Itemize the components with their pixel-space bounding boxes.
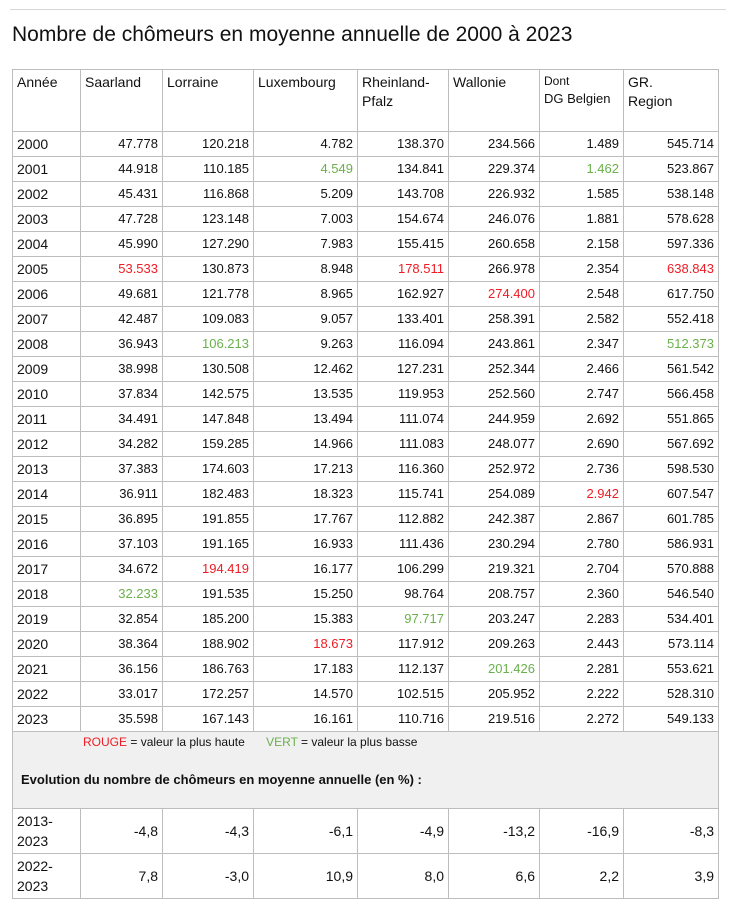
cell-wallonie: 219.516 bbox=[449, 707, 540, 732]
table-row bbox=[13, 507, 719, 532]
cell-saarland: 35.598 bbox=[81, 707, 163, 732]
cell-year: 2011 bbox=[13, 407, 81, 432]
cell-lorraine: 130.873 bbox=[163, 257, 254, 282]
cell-year: 2017 bbox=[13, 557, 81, 582]
cell-wallonie: 252.344 bbox=[449, 357, 540, 382]
cell-dg: 2.704 bbox=[540, 557, 624, 582]
cell-dg: 2.222 bbox=[540, 682, 624, 707]
cell-rheinland: 133.401 bbox=[358, 307, 449, 332]
cell-dg: 2.582 bbox=[540, 307, 624, 332]
cell-lorraine: 120.218 bbox=[163, 132, 254, 157]
cell-lorraine: 174.603 bbox=[163, 457, 254, 482]
cell-rheinland: 119.953 bbox=[358, 382, 449, 407]
cell-year: 2008 bbox=[13, 332, 81, 357]
cell-wallonie: 234.566 bbox=[449, 132, 540, 157]
cell-rheinland: 117.912 bbox=[358, 632, 449, 657]
cell-gr: 586.931 bbox=[624, 532, 719, 557]
evo-cell-luxembourg: 10,9 bbox=[254, 854, 358, 899]
page-title: Nombre de chômeurs en moyenne annuelle de 2000 à 2023 bbox=[12, 23, 573, 46]
cell-luxembourg: 4.782 bbox=[254, 132, 358, 157]
cell-year: 2020 bbox=[13, 632, 81, 657]
header-wallonie: Wallonie bbox=[449, 70, 540, 132]
table-row bbox=[13, 182, 719, 207]
cell-dg: 2.272 bbox=[540, 707, 624, 732]
cell-year: 2010 bbox=[13, 382, 81, 407]
cell-dg: 2.360 bbox=[540, 582, 624, 607]
cell-gr: 607.547 bbox=[624, 482, 719, 507]
cell-rheinland: 155.415 bbox=[358, 232, 449, 257]
cell-rheinland: 162.927 bbox=[358, 282, 449, 307]
table-row bbox=[13, 132, 719, 157]
cell-wallonie: 229.374 bbox=[449, 157, 540, 182]
cell-gr: 566.458 bbox=[624, 382, 719, 407]
cell-dg: 1.489 bbox=[540, 132, 624, 157]
cell-luxembourg: 8.965 bbox=[254, 282, 358, 307]
cell-rheinland: 111.083 bbox=[358, 432, 449, 457]
table-row bbox=[13, 457, 719, 482]
cell-year: 2016 bbox=[13, 532, 81, 557]
table-row bbox=[13, 282, 719, 307]
cell-wallonie: 258.391 bbox=[449, 307, 540, 332]
cell-dg: 2.747 bbox=[540, 382, 624, 407]
cell-luxembourg: 17.767 bbox=[254, 507, 358, 532]
cell-dg: 2.942 bbox=[540, 482, 624, 507]
cell-lorraine: 130.508 bbox=[163, 357, 254, 382]
cell-rheinland: 111.074 bbox=[358, 407, 449, 432]
cell-wallonie: 243.861 bbox=[449, 332, 540, 357]
evo-cell-dg: -16,9 bbox=[540, 809, 624, 854]
cell-lorraine: 167.143 bbox=[163, 707, 254, 732]
evo-cell-saarland: -4,8 bbox=[81, 809, 163, 854]
header-gr-line1: GR. bbox=[628, 74, 653, 90]
cell-rheinland: 102.515 bbox=[358, 682, 449, 707]
cell-wallonie: 219.321 bbox=[449, 557, 540, 582]
cell-saarland: 44.918 bbox=[81, 157, 163, 182]
table-row bbox=[13, 482, 719, 507]
cell-wallonie: 260.658 bbox=[449, 232, 540, 257]
cell-gr: 601.785 bbox=[624, 507, 719, 532]
cell-gr: 553.621 bbox=[624, 657, 719, 682]
header-saarland: Saarland bbox=[81, 70, 163, 132]
cell-saarland: 36.911 bbox=[81, 482, 163, 507]
cell-rheinland: 116.094 bbox=[358, 332, 449, 357]
cell-rheinland: 98.764 bbox=[358, 582, 449, 607]
cell-year: 2001 bbox=[13, 157, 81, 182]
cell-saarland: 47.778 bbox=[81, 132, 163, 157]
cell-saarland: 47.728 bbox=[81, 207, 163, 232]
table-row bbox=[13, 257, 719, 282]
cell-lorraine: 185.200 bbox=[163, 607, 254, 632]
cell-luxembourg: 13.494 bbox=[254, 407, 358, 432]
cell-wallonie: 203.247 bbox=[449, 607, 540, 632]
evolution-row bbox=[13, 854, 719, 899]
cell-luxembourg: 17.213 bbox=[254, 457, 358, 482]
cell-wallonie: 205.952 bbox=[449, 682, 540, 707]
cell-dg: 2.736 bbox=[540, 457, 624, 482]
cell-luxembourg: 7.003 bbox=[254, 207, 358, 232]
table-row bbox=[13, 707, 719, 732]
cell-gr: 512.373 bbox=[624, 332, 719, 357]
table-row bbox=[13, 157, 719, 182]
cell-luxembourg: 16.933 bbox=[254, 532, 358, 557]
cell-rheinland: 110.716 bbox=[358, 707, 449, 732]
cell-luxembourg: 7.983 bbox=[254, 232, 358, 257]
cell-gr: 552.418 bbox=[624, 307, 719, 332]
evo-cell-rheinland: 8,0 bbox=[358, 854, 449, 899]
cell-year: 2007 bbox=[13, 307, 81, 332]
evolution-title: Evolution du nombre de chômeurs en moyenne annuelle (en %) : bbox=[13, 752, 719, 809]
cell-rheinland: 106.299 bbox=[358, 557, 449, 582]
cell-dg: 2.354 bbox=[540, 257, 624, 282]
cell-rheinland: 116.360 bbox=[358, 457, 449, 482]
evo-cell-luxembourg: -6,1 bbox=[254, 809, 358, 854]
cell-wallonie: 230.294 bbox=[449, 532, 540, 557]
cell-year: 2006 bbox=[13, 282, 81, 307]
cell-lorraine: 116.868 bbox=[163, 182, 254, 207]
legend-row bbox=[13, 732, 719, 753]
cell-wallonie: 208.757 bbox=[449, 582, 540, 607]
table-row bbox=[13, 207, 719, 232]
cell-luxembourg: 18.673 bbox=[254, 632, 358, 657]
cell-luxembourg: 16.161 bbox=[254, 707, 358, 732]
cell-lorraine: 109.083 bbox=[163, 307, 254, 332]
unemployment-table bbox=[12, 69, 719, 899]
cell-rheinland: 134.841 bbox=[358, 157, 449, 182]
cell-dg: 2.548 bbox=[540, 282, 624, 307]
cell-saarland: 34.282 bbox=[81, 432, 163, 457]
cell-year: 2012 bbox=[13, 432, 81, 457]
evo-cell-dg: 2,2 bbox=[540, 854, 624, 899]
table-row bbox=[13, 632, 719, 657]
table-row bbox=[13, 607, 719, 632]
cell-gr: 638.843 bbox=[624, 257, 719, 282]
header-gr-region bbox=[624, 70, 719, 132]
cell-saarland: 42.487 bbox=[81, 307, 163, 332]
cell-saarland: 33.017 bbox=[81, 682, 163, 707]
cell-lorraine: 191.855 bbox=[163, 507, 254, 532]
cell-luxembourg: 14.966 bbox=[254, 432, 358, 457]
evo-cell-lorraine: -4,3 bbox=[163, 809, 254, 854]
cell-luxembourg: 16.177 bbox=[254, 557, 358, 582]
cell-year: 2023 bbox=[13, 707, 81, 732]
cell-saarland: 49.681 bbox=[81, 282, 163, 307]
cell-wallonie: 244.959 bbox=[449, 407, 540, 432]
cell-lorraine: 121.778 bbox=[163, 282, 254, 307]
cell-luxembourg: 4.549 bbox=[254, 157, 358, 182]
cell-saarland: 38.364 bbox=[81, 632, 163, 657]
legend-green-word: VERT bbox=[266, 735, 298, 749]
cell-gr: 573.114 bbox=[624, 632, 719, 657]
cell-dg: 2.443 bbox=[540, 632, 624, 657]
cell-luxembourg: 18.323 bbox=[254, 482, 358, 507]
cell-wallonie: 248.077 bbox=[449, 432, 540, 457]
cell-gr: 523.867 bbox=[624, 157, 719, 182]
cell-saarland: 36.895 bbox=[81, 507, 163, 532]
cell-saarland: 53.533 bbox=[81, 257, 163, 282]
cell-saarland: 45.431 bbox=[81, 182, 163, 207]
header-row bbox=[13, 70, 719, 132]
header-rheinland-line1: Rheinland- bbox=[362, 74, 430, 90]
cell-lorraine: 182.483 bbox=[163, 482, 254, 507]
header-year: Année bbox=[13, 70, 81, 132]
evo-cell-gr: 3,9 bbox=[624, 854, 719, 899]
cell-wallonie: 252.560 bbox=[449, 382, 540, 407]
cell-lorraine: 191.535 bbox=[163, 582, 254, 607]
cell-dg: 2.281 bbox=[540, 657, 624, 682]
table-row bbox=[13, 332, 719, 357]
cell-gr: 546.540 bbox=[624, 582, 719, 607]
cell-luxembourg: 5.209 bbox=[254, 182, 358, 207]
evo-cell-saarland: 7,8 bbox=[81, 854, 163, 899]
legend-section bbox=[13, 732, 719, 809]
cell-year: 2013 bbox=[13, 457, 81, 482]
cell-wallonie: 274.400 bbox=[449, 282, 540, 307]
legend-red-text: = valeur la plus haute bbox=[127, 735, 245, 749]
header-rheinland-line2: Pfalz bbox=[362, 93, 394, 109]
cell-gr: 551.865 bbox=[624, 407, 719, 432]
cell-saarland: 37.834 bbox=[81, 382, 163, 407]
evolution-row bbox=[13, 809, 719, 854]
cell-rheinland: 112.882 bbox=[358, 507, 449, 532]
cell-dg: 2.158 bbox=[540, 232, 624, 257]
cell-saarland: 45.990 bbox=[81, 232, 163, 257]
cell-gr: 578.628 bbox=[624, 207, 719, 232]
evo-cell-wallonie: -13,2 bbox=[449, 809, 540, 854]
cell-wallonie: 209.263 bbox=[449, 632, 540, 657]
header-rheinland-pfalz bbox=[358, 70, 449, 132]
header-dg-small: Dont bbox=[544, 74, 570, 88]
cell-saarland: 34.491 bbox=[81, 407, 163, 432]
cell-rheinland: 154.674 bbox=[358, 207, 449, 232]
header-gr-line2: Region bbox=[628, 93, 673, 109]
cell-gr: 538.148 bbox=[624, 182, 719, 207]
table-row bbox=[13, 357, 719, 382]
cell-lorraine: 194.419 bbox=[163, 557, 254, 582]
cell-wallonie: 252.972 bbox=[449, 457, 540, 482]
cell-lorraine: 106.213 bbox=[163, 332, 254, 357]
cell-saarland: 36.156 bbox=[81, 657, 163, 682]
cell-lorraine: 191.165 bbox=[163, 532, 254, 557]
cell-luxembourg: 15.250 bbox=[254, 582, 358, 607]
cell-wallonie: 201.426 bbox=[449, 657, 540, 682]
cell-year: 2002 bbox=[13, 182, 81, 207]
header-luxembourg: Luxembourg bbox=[254, 70, 358, 132]
cell-saarland: 32.854 bbox=[81, 607, 163, 632]
table-row bbox=[13, 307, 719, 332]
cell-dg: 1.585 bbox=[540, 182, 624, 207]
cell-lorraine: 142.575 bbox=[163, 382, 254, 407]
cell-saarland: 37.383 bbox=[81, 457, 163, 482]
cell-gr: 570.888 bbox=[624, 557, 719, 582]
cell-dg: 2.690 bbox=[540, 432, 624, 457]
legend-green bbox=[266, 735, 417, 749]
cell-saarland: 37.103 bbox=[81, 532, 163, 557]
evo-cell-rheinland: -4,9 bbox=[358, 809, 449, 854]
legend-red-word: ROUGE bbox=[83, 735, 128, 749]
cell-gr: 597.336 bbox=[624, 232, 719, 257]
cell-gr: 549.133 bbox=[624, 707, 719, 732]
cell-wallonie: 254.089 bbox=[449, 482, 540, 507]
cell-rheinland: 138.370 bbox=[358, 132, 449, 157]
cell-gr: 534.401 bbox=[624, 607, 719, 632]
cell-luxembourg: 17.183 bbox=[254, 657, 358, 682]
table-body bbox=[13, 132, 719, 732]
evo-cell-gr: -8,3 bbox=[624, 809, 719, 854]
cell-dg: 2.466 bbox=[540, 357, 624, 382]
cell-year: 2022 bbox=[13, 682, 81, 707]
cell-lorraine: 127.290 bbox=[163, 232, 254, 257]
cell-rheinland: 115.741 bbox=[358, 482, 449, 507]
cell-period: 2022- 2023 bbox=[13, 854, 81, 899]
cell-saarland: 34.672 bbox=[81, 557, 163, 582]
cell-saarland: 32.233 bbox=[81, 582, 163, 607]
evo-cell-wallonie: 6,6 bbox=[449, 854, 540, 899]
table-row bbox=[13, 232, 719, 257]
cell-year: 2005 bbox=[13, 257, 81, 282]
cell-lorraine: 188.902 bbox=[163, 632, 254, 657]
cell-wallonie: 266.978 bbox=[449, 257, 540, 282]
table-row bbox=[13, 557, 719, 582]
table-row bbox=[13, 407, 719, 432]
cell-saarland: 38.998 bbox=[81, 357, 163, 382]
cell-luxembourg: 13.535 bbox=[254, 382, 358, 407]
cell-period: 2013- 2023 bbox=[13, 809, 81, 854]
cell-lorraine: 147.848 bbox=[163, 407, 254, 432]
header-dg-belgien bbox=[540, 70, 624, 132]
cell-lorraine: 186.763 bbox=[163, 657, 254, 682]
cell-luxembourg: 12.462 bbox=[254, 357, 358, 382]
cell-year: 2014 bbox=[13, 482, 81, 507]
table-row bbox=[13, 532, 719, 557]
cell-rheinland: 127.231 bbox=[358, 357, 449, 382]
header-dg-main: DG Belgien bbox=[544, 91, 611, 106]
table-row bbox=[13, 382, 719, 407]
cell-luxembourg: 9.263 bbox=[254, 332, 358, 357]
cell-year: 2021 bbox=[13, 657, 81, 682]
cell-rheinland: 143.708 bbox=[358, 182, 449, 207]
cell-year: 2004 bbox=[13, 232, 81, 257]
cell-gr: 561.542 bbox=[624, 357, 719, 382]
cell-year: 2019 bbox=[13, 607, 81, 632]
cell-lorraine: 123.148 bbox=[163, 207, 254, 232]
top-divider bbox=[10, 9, 726, 10]
cell-gr: 545.714 bbox=[624, 132, 719, 157]
legend-cell bbox=[13, 732, 719, 753]
cell-dg: 2.347 bbox=[540, 332, 624, 357]
cell-rheinland: 112.137 bbox=[358, 657, 449, 682]
cell-gr: 567.692 bbox=[624, 432, 719, 457]
cell-wallonie: 226.932 bbox=[449, 182, 540, 207]
cell-wallonie: 242.387 bbox=[449, 507, 540, 532]
cell-year: 2015 bbox=[13, 507, 81, 532]
legend-green-text: = valeur la plus basse bbox=[297, 735, 418, 749]
cell-luxembourg: 15.383 bbox=[254, 607, 358, 632]
cell-dg: 2.780 bbox=[540, 532, 624, 557]
table-row bbox=[13, 657, 719, 682]
cell-saarland: 36.943 bbox=[81, 332, 163, 357]
evolution-title-row bbox=[13, 752, 719, 809]
cell-wallonie: 246.076 bbox=[449, 207, 540, 232]
cell-rheinland: 111.436 bbox=[358, 532, 449, 557]
cell-dg: 2.867 bbox=[540, 507, 624, 532]
evo-cell-lorraine: -3,0 bbox=[163, 854, 254, 899]
cell-dg: 1.881 bbox=[540, 207, 624, 232]
cell-rheinland: 178.511 bbox=[358, 257, 449, 282]
cell-year: 2018 bbox=[13, 582, 81, 607]
cell-year: 2009 bbox=[13, 357, 81, 382]
legend-red bbox=[83, 735, 245, 749]
cell-dg: 1.462 bbox=[540, 157, 624, 182]
cell-rheinland: 97.717 bbox=[358, 607, 449, 632]
table-row bbox=[13, 432, 719, 457]
cell-year: 2000 bbox=[13, 132, 81, 157]
header-lorraine: Lorraine bbox=[163, 70, 254, 132]
evolution-body bbox=[13, 809, 719, 899]
cell-gr: 598.530 bbox=[624, 457, 719, 482]
cell-lorraine: 172.257 bbox=[163, 682, 254, 707]
cell-gr: 617.750 bbox=[624, 282, 719, 307]
cell-gr: 528.310 bbox=[624, 682, 719, 707]
cell-dg: 2.692 bbox=[540, 407, 624, 432]
cell-dg: 2.283 bbox=[540, 607, 624, 632]
cell-year: 2003 bbox=[13, 207, 81, 232]
table-row bbox=[13, 682, 719, 707]
table-row bbox=[13, 582, 719, 607]
cell-lorraine: 159.285 bbox=[163, 432, 254, 457]
cell-lorraine: 110.185 bbox=[163, 157, 254, 182]
cell-luxembourg: 14.570 bbox=[254, 682, 358, 707]
cell-luxembourg: 9.057 bbox=[254, 307, 358, 332]
cell-luxembourg: 8.948 bbox=[254, 257, 358, 282]
